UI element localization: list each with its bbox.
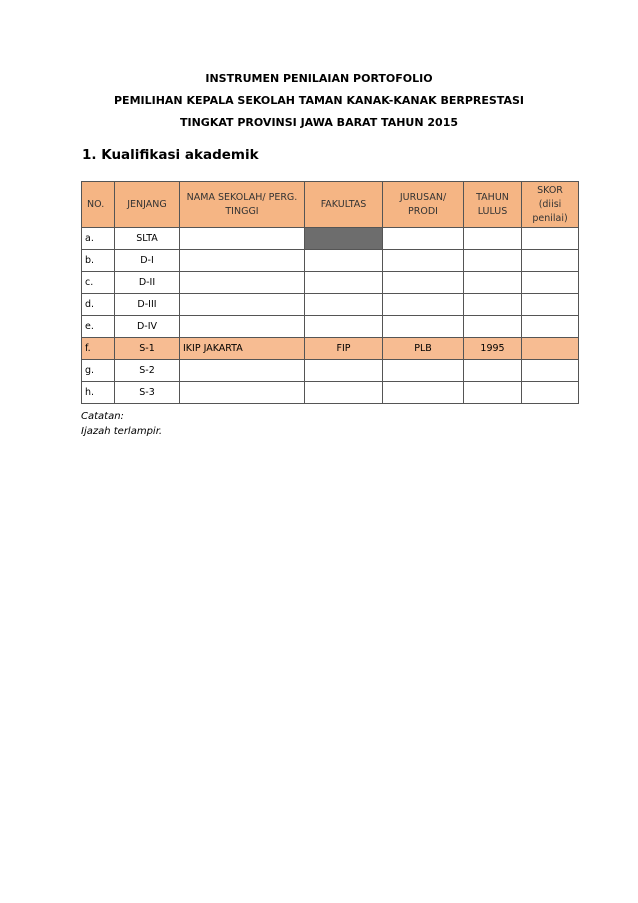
cell-skor[interactable] (522, 360, 579, 382)
title-line-3: TINGKAT PROVINSI JAWA BARAT TAHUN 2015 (180, 116, 458, 129)
cell-fakultas[interactable] (305, 272, 383, 294)
table-row (82, 228, 579, 250)
cell-tahun[interactable] (464, 360, 522, 382)
cell-jenjang: SLTA (115, 228, 180, 250)
cell-no: f. (82, 338, 115, 360)
cell-jurusan[interactable] (383, 316, 464, 338)
column-header-no: NO. (82, 182, 115, 228)
note-text: Ijazah terlampir. (81, 426, 163, 437)
table-row (82, 382, 579, 404)
cell-jenjang: D-IV (115, 316, 180, 338)
cell-nama[interactable] (180, 294, 305, 316)
table-row (82, 294, 579, 316)
cell-fakultas[interactable] (305, 316, 383, 338)
cell-jenjang: D-III (115, 294, 180, 316)
cell-nama[interactable] (180, 250, 305, 272)
section-title: 1. Kualifikasi akademik (82, 147, 259, 163)
cell-skor[interactable] (522, 272, 579, 294)
cell-jenjang: S-1 (115, 338, 180, 360)
cell-no: g. (82, 360, 115, 382)
cell-jurusan[interactable] (383, 272, 464, 294)
table-header-row (82, 182, 579, 228)
cell-tahun[interactable] (464, 382, 522, 404)
cell-skor[interactable] (522, 316, 579, 338)
cell-jurusan[interactable] (383, 382, 464, 404)
cell-nama[interactable] (180, 382, 305, 404)
cell-no: d. (82, 294, 115, 316)
cell-jenjang: S-2 (115, 360, 180, 382)
cell-tahun[interactable] (464, 228, 522, 250)
cell-no: b. (82, 250, 115, 272)
column-header-jurusan: JURUSAN/ PRODI (383, 182, 464, 228)
cell-fakultas[interactable] (305, 250, 383, 272)
cell-nama[interactable] (180, 228, 305, 250)
cell-tahun[interactable] (464, 294, 522, 316)
note-block (81, 409, 162, 439)
cell-jurusan[interactable] (383, 250, 464, 272)
cell-fakultas[interactable] (305, 382, 383, 404)
cell-tahun[interactable] (464, 272, 522, 294)
column-header-fakultas: FAKULTAS (305, 182, 383, 228)
cell-jurusan[interactable]: PLB (383, 338, 464, 360)
cell-no: a. (82, 228, 115, 250)
cell-nama[interactable]: IKIP JAKARTA (180, 338, 305, 360)
table-row (82, 316, 579, 338)
column-header-nama: NAMA SEKOLAH/ PERG. TINGGI (180, 182, 305, 228)
cell-skor[interactable] (522, 338, 579, 360)
table-row-highlighted (82, 338, 579, 360)
cell-no: e. (82, 316, 115, 338)
qualification-table (81, 181, 579, 404)
cell-fakultas-blocked (305, 228, 383, 250)
cell-tahun[interactable]: 1995 (464, 338, 522, 360)
cell-jurusan[interactable] (383, 228, 464, 250)
title-line-2: PEMILIHAN KEPALA SEKOLAH TAMAN KANAK-KANAK BERPRESTASI (114, 94, 524, 107)
cell-skor[interactable] (522, 382, 579, 404)
cell-no: h. (82, 382, 115, 404)
cell-jurusan[interactable] (383, 360, 464, 382)
cell-no: c. (82, 272, 115, 294)
document-header (0, 68, 638, 134)
cell-jenjang: D-I (115, 250, 180, 272)
cell-fakultas[interactable] (305, 360, 383, 382)
cell-tahun[interactable] (464, 250, 522, 272)
cell-nama[interactable] (180, 316, 305, 338)
cell-jenjang: S-3 (115, 382, 180, 404)
cell-nama[interactable] (180, 272, 305, 294)
cell-tahun[interactable] (464, 316, 522, 338)
cell-fakultas[interactable]: FIP (305, 338, 383, 360)
column-header-jenjang: JENJANG (115, 182, 180, 228)
table-row (82, 360, 579, 382)
note-label: Catatan: (81, 411, 124, 422)
column-header-skor: SKOR (diisi penilai) (522, 182, 579, 228)
cell-jurusan[interactable] (383, 294, 464, 316)
table-row (82, 250, 579, 272)
column-header-tahun: TAHUN LULUS (464, 182, 522, 228)
cell-jenjang: D-II (115, 272, 180, 294)
cell-skor[interactable] (522, 250, 579, 272)
cell-skor[interactable] (522, 294, 579, 316)
cell-skor[interactable] (522, 228, 579, 250)
table-row (82, 272, 579, 294)
cell-nama[interactable] (180, 360, 305, 382)
title-line-1: INSTRUMEN PENILAIAN PORTOFOLIO (205, 72, 433, 85)
cell-fakultas[interactable] (305, 294, 383, 316)
